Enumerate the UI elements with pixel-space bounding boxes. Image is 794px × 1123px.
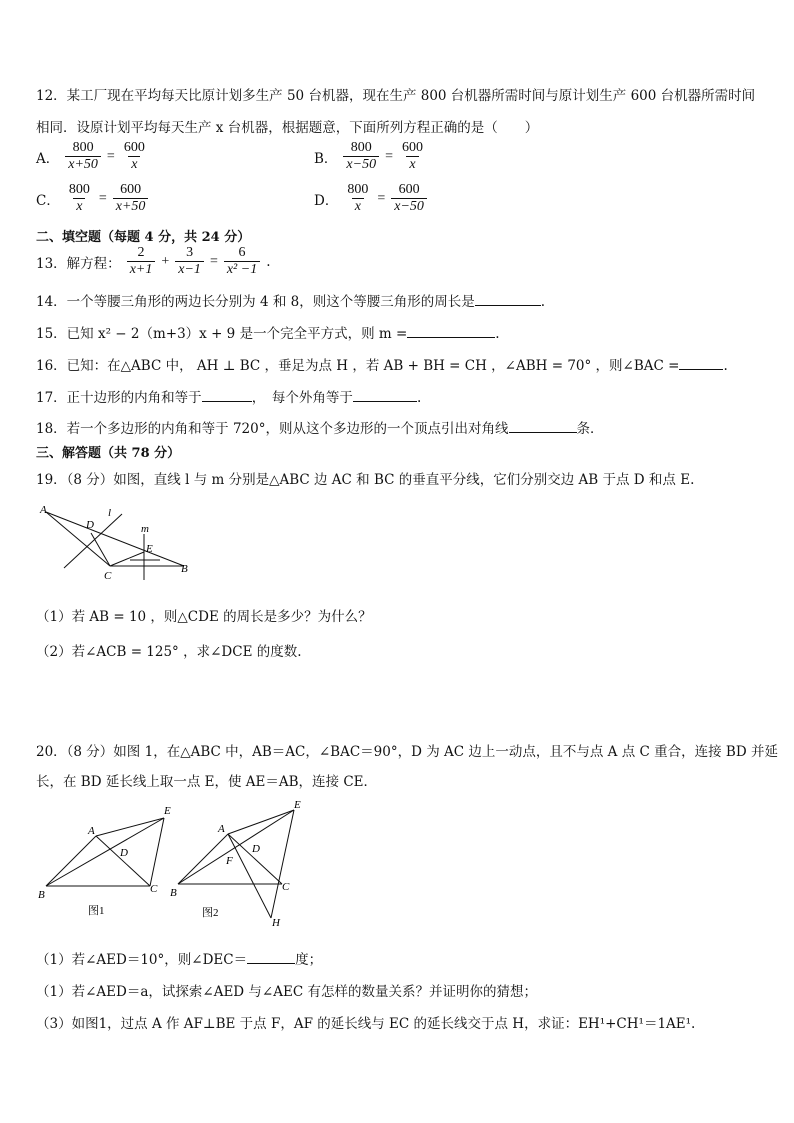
q20-figure-2 [168, 798, 318, 932]
segment-cd [91, 533, 110, 566]
label-b: B [38, 889, 45, 901]
segment-ac [96, 836, 150, 886]
segment-ac [46, 512, 110, 566]
label-c: C [282, 881, 290, 893]
q20-line1: 20．（8 分）如图 1，在△ABC 中，AB＝AC，∠BAC＝90°，D 为 AC 边上一动点，且不与点 A 点 C 重合，连接 BD 并延 [36, 744, 778, 760]
label-c: C [150, 883, 158, 895]
q14: 14．一个等腰三角形的两边长分别为 4 和 8，则这个等腰三角形的周长是 . [36, 290, 545, 310]
q17: 17．正十边形的内角和等于 ， 每个外角等于 . [36, 386, 421, 406]
segment-ec [150, 818, 164, 886]
figure-1-caption: 图1 [88, 905, 105, 917]
q20-line2: 长，在 BD 延长线上取一点 E，使 AE＝AB，连接 CE． [36, 774, 378, 790]
label-b: B [181, 563, 188, 575]
label-e: E [294, 799, 301, 811]
q12-line2: 相同．设原计划平均每天生产 x 台机器，根据题意，下面所列方程正确的是（ ） [36, 120, 539, 136]
q12-option-c[interactable]: C． $\frac{800}{x}$ = $\frac{600}{x+50}$ [36, 182, 148, 215]
label-a: A [40, 504, 47, 516]
figure-2-caption: 图2 [202, 907, 219, 919]
answer-blank[interactable] [509, 418, 577, 433]
answer-blank[interactable] [247, 949, 295, 964]
q20-sub1: （1）若∠AED＝10°，则∠DEC＝ 度； [36, 948, 322, 968]
fraction: $\frac{800}{x}$ [68, 182, 90, 215]
q12-option-b[interactable]: B． $\frac{800}{x-50}$ = $\frac{600}{x}$ [314, 140, 426, 173]
answer-blank[interactable] [353, 387, 417, 402]
label-d: D [120, 847, 128, 859]
answer-blank[interactable] [407, 323, 495, 338]
fraction: $\frac{800}{x-50}$ [343, 140, 379, 173]
q12-option-d[interactable]: D． $\frac{800}{x}$ = $\frac{600}{x-50}$ [314, 182, 427, 215]
answer-blank[interactable] [202, 387, 252, 402]
q19-sub1: （1）若 AB = 10 ，则△CDE 的周长是多少？为什么？ [36, 609, 372, 625]
label-l: l [108, 507, 112, 519]
segment-ah [228, 834, 271, 918]
label-a: A [218, 823, 225, 835]
segment-ac [228, 834, 282, 884]
label-m: m [141, 523, 149, 535]
label-b: B [170, 887, 177, 899]
option-label: D． [314, 192, 339, 209]
label-d: D [252, 843, 260, 855]
q12-line1: 12．某工厂现在平均每天比原计划多生产 50 台机器，现在生产 800 台机器所需时间与原计划生产 600 台机器所需时间 [36, 88, 756, 104]
label-h: H [272, 917, 280, 929]
fraction: $\frac{600}{x}$ [402, 140, 423, 173]
q19-figure [36, 500, 206, 582]
segment-ae [228, 810, 294, 834]
fraction: $\frac{600}{x}$ [123, 140, 145, 173]
segment-be [178, 810, 294, 884]
label-e: E [146, 543, 153, 555]
q20-sub3: （3）如图1，过点 A 作 AF⊥BE 于点 F，AF 的延长线与 EC 的延长线交于点 H，求证：EH¹+CH¹＝1AE¹. [36, 1016, 696, 1032]
fraction: $\frac{600}{x-50}$ [391, 182, 427, 215]
q19-sub2: （2）若∠ACB = 125° ，求∠DCE 的度数. [36, 644, 302, 660]
answer-blank[interactable] [679, 355, 723, 370]
q20-sub2: （1）若∠AED＝a，试探索∠AED 与∠AEC 有怎样的数量关系？并证明你的猜想； [36, 984, 537, 1000]
q18: 18．若一个多边形的内角和等于 720°，则从这个多边形的一个顶点引出对角线 条． [36, 417, 604, 437]
option-label: C． [36, 192, 60, 209]
label-f: F [226, 855, 233, 867]
segment-ae [96, 818, 164, 836]
section-heading-fill-in: 二、填空题（每题 4 分，共 24 分） [36, 230, 251, 245]
fraction: $\frac{600}{x+50}$ [113, 182, 149, 215]
q20-figure-1 [36, 800, 176, 922]
q13: 13．解方程： $\frac{2}{x+1}$ + $\frac{3}{x-1}$ = $\frac{6}{\text{x² −1}}$ . [36, 245, 271, 278]
label-e: E [164, 805, 171, 817]
q19-stem: 19．（8 分）如图，直线 l 与 m 分别是△ABC 边 AC 和 BC 的垂直平分线，它们分别交边 AB 于点 D 和点 E. [36, 472, 695, 488]
q12-option-a[interactable]: A． $\frac{800}{x+50}$ = $\frac{600}{x}$ [36, 140, 148, 173]
option-label: B． [314, 150, 338, 167]
segment-ba [178, 834, 228, 884]
fraction: $\frac{800}{x}$ [347, 182, 369, 215]
label-c: C [104, 570, 112, 582]
q16: 16．已知：在△ABC 中， AH ⊥ BC ，垂足为点 H ，若 AB + BH = CH ，∠ABH = 70° ，则∠BAC = . [36, 354, 728, 374]
section-heading-solutions: 三、解答题（共 78 分） [36, 446, 181, 461]
segment-ce [110, 552, 144, 566]
fraction: $\frac{800}{x+50}$ [65, 140, 101, 173]
segment-eh [271, 810, 294, 918]
label-a: A [88, 825, 95, 837]
label-d: D [86, 519, 94, 531]
q15: 15．已知 x² − 2（m+3）x + 9 是一个完全平方式，则 m = . [36, 322, 500, 342]
segment-be [46, 818, 164, 886]
option-label: A． [36, 150, 60, 167]
answer-blank[interactable] [475, 291, 541, 306]
